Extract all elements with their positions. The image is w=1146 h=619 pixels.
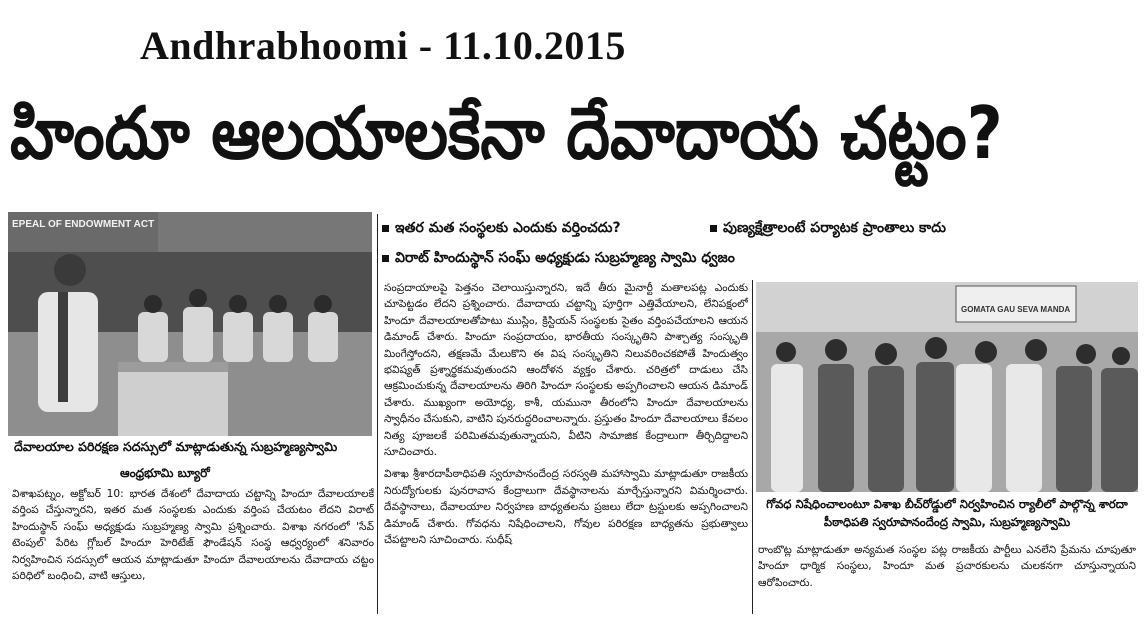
subhead-1: ఇతర మత సంస్థలకు ఎందుకు వర్తించదు? — [382, 220, 621, 239]
bullet-icon — [382, 225, 389, 232]
body-center-paragraph-1: సంప్రదాయాలపై పెత్తనం చెలాయిస్తున్నారని, ఇదే తీరు మైనార్టీ మతాలపట్ల ఎందుకు చూపెట్టడం లేదని ప్రశ్నించారు. దేవాదాయ చట్టాన్ని పూర్తిగా ఎత్తివేయాలని, లేనిపక్షంలో హిందూ దేవాలయాలతోపాటు ముస్లిం, క్రిస్టియన్ సంస్థలకు సైతం వర్తింపచేయాలని ఆయన డిమాండ్ చేశారు. హిందూ సంప్రదాయం, భారతీయ సంస్కృతిని పాశ్చాత్య సంస్కృతి మింగేస్తోందని, తక్షణమే మేలుకొని ఈ విష సంస్కృతిని నిలువరించకపోతే హిందుత్వం భవిష్యత్ ప్రశ్నార్థకమవుతుందని ఆందోళన వ్యక్తం చేశారు. చరిత్రలో దాడులు చేసి ఆక్రమించుకున్న దేవాలయాలను తిరిగి హిందూ సంస్థలకు అప్పగించాలని ఆయన డిమాండ్ చేశారు. ముఖ్యంగా అయోధ్య, కాశీ, యమునా తీరంలోని హిందూ దేవాలయాలను స్వాధీనం చేసుకుని, వాటిని పునరుద్ధరించాలన్నారు. ప్రస్తుతం హిందూ దేవాలయాలు కేవలం నిత్య పూజలకే పరిమితమవుతున్నాయని, వీటిని సామాజిక కేంద్రాలుగా తీర్చిదిద్దాలని సూచించారు. — [384, 282, 748, 459]
byline: ఆంధ్రభూమి బ్యూరో — [120, 466, 210, 480]
subhead-2: పుణ్యక్షేత్రాలంటే పర్యాటక ప్రాంతాలు కాదు — [710, 220, 946, 239]
column-divider — [377, 214, 378, 614]
left-photo-banner: EPEAL OF ENDOWMENT ACT — [12, 219, 155, 230]
bullet-icon — [382, 255, 389, 262]
body-right-paragraph: రాంబొట్ల మాట్లాడుతూ అన్యమత సంస్థల పట్ల రాజకీయ పార్టీలు ఎనలేని ప్రేమను చూపుతూ హిందూ ధార్మిక సంస్థలు, హిందూ మత ప్రచారకులను చులకనగా చూస్తున్నాయని ఆరోపించారు. — [758, 544, 1136, 589]
masthead-date: Andhrabhoomi - 11.10.2015 — [140, 23, 626, 68]
right-photo-caption: గోవధ నిషేధించాలంటూ విశాఖ బీచ్‌రోడ్డులో నిర్వహించిన ర్యాలీలో పాల్గొన్న శారదా పీఠాధిపతి స్వరూపానందేంద్ర స్వామి, సుబ్రహ్మణ్యస్వామి — [766, 497, 1128, 529]
body-left-paragraph: విశాఖపట్నం, అక్టోబర్ 10: భారత దేశంలో దేవాదాయ చట్టాన్ని హిందూ దేవాలయాలకే వర్తింప చేస్తున్నారని, ఇతర మత సంస్థలకు ఎందుకు వర్తింప చేయటం లేదని విరాట్ హిందుస్థాన్ సంఘ్ అధ్యక్షుడు సుబ్రహ్మణ్య స్వామి ప్రశ్నించారు. విశాఖ నగరంలో 'సేవ్ టెంపుల్' పేరిట గ్లోబల్ హిందూ హెరిటేజ్ ఫౌండేషన్ సంస్థ ఆధ్వర్యంలో శనివారం నిర్వహించిన సదస్సులో ఆయన మాట్లాడుతూ హిందూ దేవాలయాలను దేవాదాయ చట్టం పరిధిలో బంధించి, వాటి ఆస్తులు, — [12, 488, 374, 583]
right-photo-banner: GOMATA GAU SEVA MANDA — [961, 305, 1071, 314]
body-left-column — [12, 486, 374, 614]
left-photo-caption: దేవాలయాల పరిరక్షణ సదస్సులో మాట్లాడుతున్న సుబ్రహ్మణ్యస్వామి — [14, 439, 338, 454]
body-center-column — [384, 280, 748, 614]
bullet-icon — [710, 225, 717, 232]
left-photo — [8, 212, 372, 436]
left-photo-scene — [8, 212, 372, 436]
body-right-column — [758, 542, 1136, 614]
subhead-3: విరాట్ హిందుస్థాన్ సంఘ్ అధ్యక్షుడు సుబ్రహ్మణ్య స్వామి ధ్వజం — [382, 250, 735, 269]
column-divider — [752, 280, 753, 614]
right-photo — [756, 282, 1138, 492]
body-center-paragraph-2: విశాఖ శ్రీశారదాపీఠాధిపతి స్వరూపానందేంద్ర సరస్వతి మహాస్వామి మాట్లాడుతూ రాజకీయ నిరుద్యోగులకు పునరావాస కేంద్రాలుగా దేవస్థానాలను మార్చేస్తున్నారని విమర్శించారు. దేవస్థానాలు, దేవాలయాల నిర్వహణ బాధ్యతలను ప్రజలు లేదా ట్రస్టులకు అప్పగించాలని డిమాండ్ చేశారు. గోవధను నిషేధించాలని, గోవుల పరిరక్షణ బాధ్యతను ప్రభుత్వాలు చేపట్టాలని సూచించారు. సుధీష్ — [384, 468, 748, 547]
right-photo-scene — [756, 282, 1138, 492]
headline: హిందూ ఆలయాలకేనా దేవాదాయ చట్టం? — [10, 91, 1003, 175]
